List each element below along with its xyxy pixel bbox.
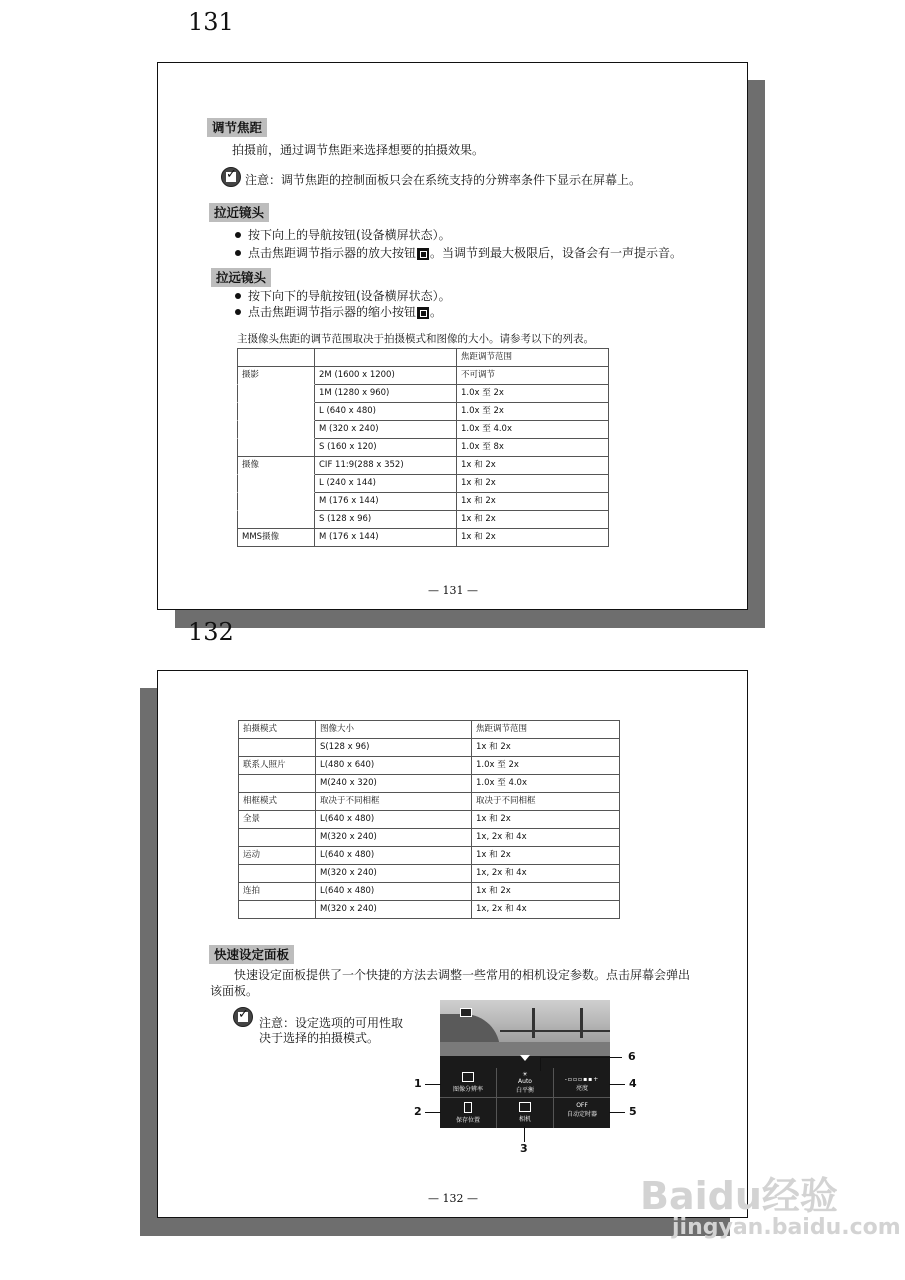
heading-adjust-focus: 调节焦距 [207,118,267,137]
bullet-zoom-in-2: 点击焦距调节指示器的放大按钮 。当调节到最大极限后，设备会有一声提示音。 [235,245,682,261]
brightness-setting[interactable]: -▫▫▫▪▪+ 亮度 [554,1068,610,1098]
camera-screenshot [440,1000,610,1128]
callout-4: 4 [629,1077,637,1090]
white-balance-icon: ☀ [522,1071,528,1078]
resolution-setting[interactable]: 图像分辨率 [440,1068,496,1098]
table-cell: 1x 和 2x [472,847,620,865]
table-cell: 1x 和 2x [457,457,609,475]
table-cell [237,511,315,529]
table-cell: S (128 x 96) [315,511,457,529]
table-cell: M(320 x 240) [316,865,472,883]
table-cell: 1.0x 至 2x [457,403,609,421]
table-header-row [238,720,620,739]
page-number-132: 132 [188,618,234,646]
page-number-131: 131 [188,8,234,36]
table-cell: M (320 x 240) [315,421,457,439]
callout-5: 5 [629,1105,637,1118]
table-cell: 1x 和 2x [472,739,620,757]
quick-para-line2: 该面板。 [210,984,259,998]
table-cell: 运动 [238,847,316,865]
callout-6: 6 [628,1050,636,1063]
table-cell: 取决于不同相框 [316,793,472,811]
table-cell: 相框模式 [238,793,316,811]
table-cell [237,348,315,367]
table-cell: 1.0x 至 4.0x [457,421,609,439]
table-cell: L(640 x 480) [316,847,472,865]
table-cell: 1x, 2x 和 4x [472,829,620,847]
table-cell: 1x, 2x 和 4x [472,865,620,883]
heading-zoom-out: 拉远镜头 [211,268,271,287]
zoom-out-button-icon [417,307,429,319]
table-row [237,511,609,529]
table-cell: 1x 和 2x [457,529,609,547]
table-row [238,865,620,883]
table-cell: L (240 x 144) [315,475,457,493]
focus-range-table-131 [237,348,609,547]
table-cell [237,403,315,421]
table-cell: MMS摄像 [237,529,315,547]
camera-select-setting[interactable]: 相机 [497,1098,553,1128]
table-cell: 摄像 [237,457,315,475]
table-row [238,901,620,919]
table-cell: 联系人照片 [238,757,316,775]
table-cell: S(128 x 96) [316,739,472,757]
table-row [237,403,609,421]
table-cell: 摄影 [237,367,315,385]
table-cell: 焦距调节范围 [472,720,620,739]
bullet-zoom-out-1: 按下向下的导航按钮(设备横屏状态）。 [235,288,451,304]
camera-mode-icon [460,1008,472,1017]
intro-text: 拍摄前，通过调节焦距来选择想要的拍摄效果。 [232,143,485,157]
table-cell: 1.0x 至 8x [457,439,609,457]
table-row [237,475,609,493]
heading-quick-settings: 快速设定面板 [209,945,294,964]
table-cell: 1M (1280 x 960) [315,385,457,403]
timer-off-icon: OFF [576,1102,588,1109]
storage-icon [464,1102,472,1113]
table-caption: 主摄像头焦距的调节范围取决于拍摄模式和图像的大小。请参考以下的列表。 [237,333,594,345]
bullet-zoom-in-1: 按下向上的导航按钮(设备横屏状态）。 [235,227,451,243]
table-cell: 2M (1600 x 1200) [315,367,457,385]
table-row [237,529,609,547]
table-row [237,493,609,511]
table-cell [315,348,457,367]
table-cell: L(640 x 480) [316,883,472,901]
table-cell: 拍摄模式 [238,720,316,739]
table-cell: 1.0x 至 2x [457,385,609,403]
note-check-icon [221,167,241,187]
table-cell [238,739,316,757]
panel-collapse-arrow-icon[interactable] [520,1055,530,1061]
note2-line1: 注意：设定选项的可用性取 [259,1016,404,1030]
table-row [237,421,609,439]
table-row [238,739,620,757]
table-cell: M(320 x 240) [316,829,472,847]
table-cell [237,493,315,511]
table-cell: M(240 x 320) [316,775,472,793]
table-cell: 1.0x 至 2x [472,757,620,775]
table-cell: 1.0x 至 4.0x [472,775,620,793]
table-cell: 1x 和 2x [457,475,609,493]
callout-2: 2 [414,1105,422,1118]
white-balance-setting[interactable]: ☀ Auto 白平衡 [497,1068,553,1098]
table-row [238,811,620,829]
camera-preview [440,1000,610,1056]
note-text: 注意：调节焦距的控制面板只会在系统支持的分辨率条件下显示在屏幕上。 [245,173,642,187]
camera-icon [519,1102,531,1112]
callout-3: 3 [520,1142,528,1155]
table-row [237,385,609,403]
note2-line2: 决于选择的拍摄模式。 [259,1031,380,1045]
table-cell: 1x 和 2x [457,511,609,529]
table-row [238,793,620,811]
table-row [238,775,620,793]
baidu-watermark-url: jingyan.baidu.com [672,1215,901,1240]
table-cell: M (176 x 144) [315,529,457,547]
table-row [237,367,609,385]
table-cell [237,439,315,457]
bullet-zoom-out-2: 点击焦距调节指示器的缩小按钮 。 [235,304,442,320]
baidu-watermark-logo: Baidu经验 [640,1174,838,1218]
table-cell: M(320 x 240) [316,901,472,919]
table-cell: 不可调节 [457,367,609,385]
table-cell: CIF 11:9(288 x 352) [315,457,457,475]
table-row [238,829,620,847]
table-cell: L(480 x 640) [316,757,472,775]
table-cell: 焦距调节范围 [457,348,609,367]
callout-1: 1 [414,1077,422,1090]
table-cell: 连拍 [238,883,316,901]
table-row [237,439,609,457]
table-cell: 1x 和 2x [472,811,620,829]
table-cell [237,421,315,439]
table-cell [238,865,316,883]
note-check-icon [233,1007,253,1027]
table-header-row [237,348,609,367]
quick-para-line1: 快速设定面板提供了一个快捷的方法去调整一些常用的相机设定参数。点击屏幕会弹出 [234,968,691,982]
footer-132: — 132 — [428,1192,478,1205]
table-cell [238,901,316,919]
table-cell [238,829,316,847]
table-cell: L (640 x 480) [315,403,457,421]
table-row [237,457,609,475]
table-row [238,883,620,901]
table-cell: L(640 x 480) [316,811,472,829]
table-cell: 全景 [238,811,316,829]
brightness-slider-icon: -▫▫▫▪▪+ [564,1076,600,1083]
save-location-setting[interactable]: 保存位置 [440,1098,496,1128]
heading-zoom-in: 拉近镜头 [209,203,269,222]
focus-range-table-132 [238,720,620,919]
table-cell: M (176 x 144) [315,493,457,511]
table-cell: 1x 和 2x [472,883,620,901]
self-timer-setting[interactable]: OFF 自动定时器 [554,1098,610,1128]
table-cell [238,775,316,793]
table-row [238,757,620,775]
table-cell: 取决于不同相框 [472,793,620,811]
table-cell: 1x, 2x 和 4x [472,901,620,919]
table-cell: 图像大小 [316,720,472,739]
table-cell: S (160 x 120) [315,439,457,457]
table-cell: 1x 和 2x [457,493,609,511]
table-cell [237,475,315,493]
resolution-icon [462,1072,474,1082]
zoom-in-button-icon [417,248,429,260]
table-cell [237,385,315,403]
footer-131: — 131 — [428,584,478,597]
table-row [238,847,620,865]
